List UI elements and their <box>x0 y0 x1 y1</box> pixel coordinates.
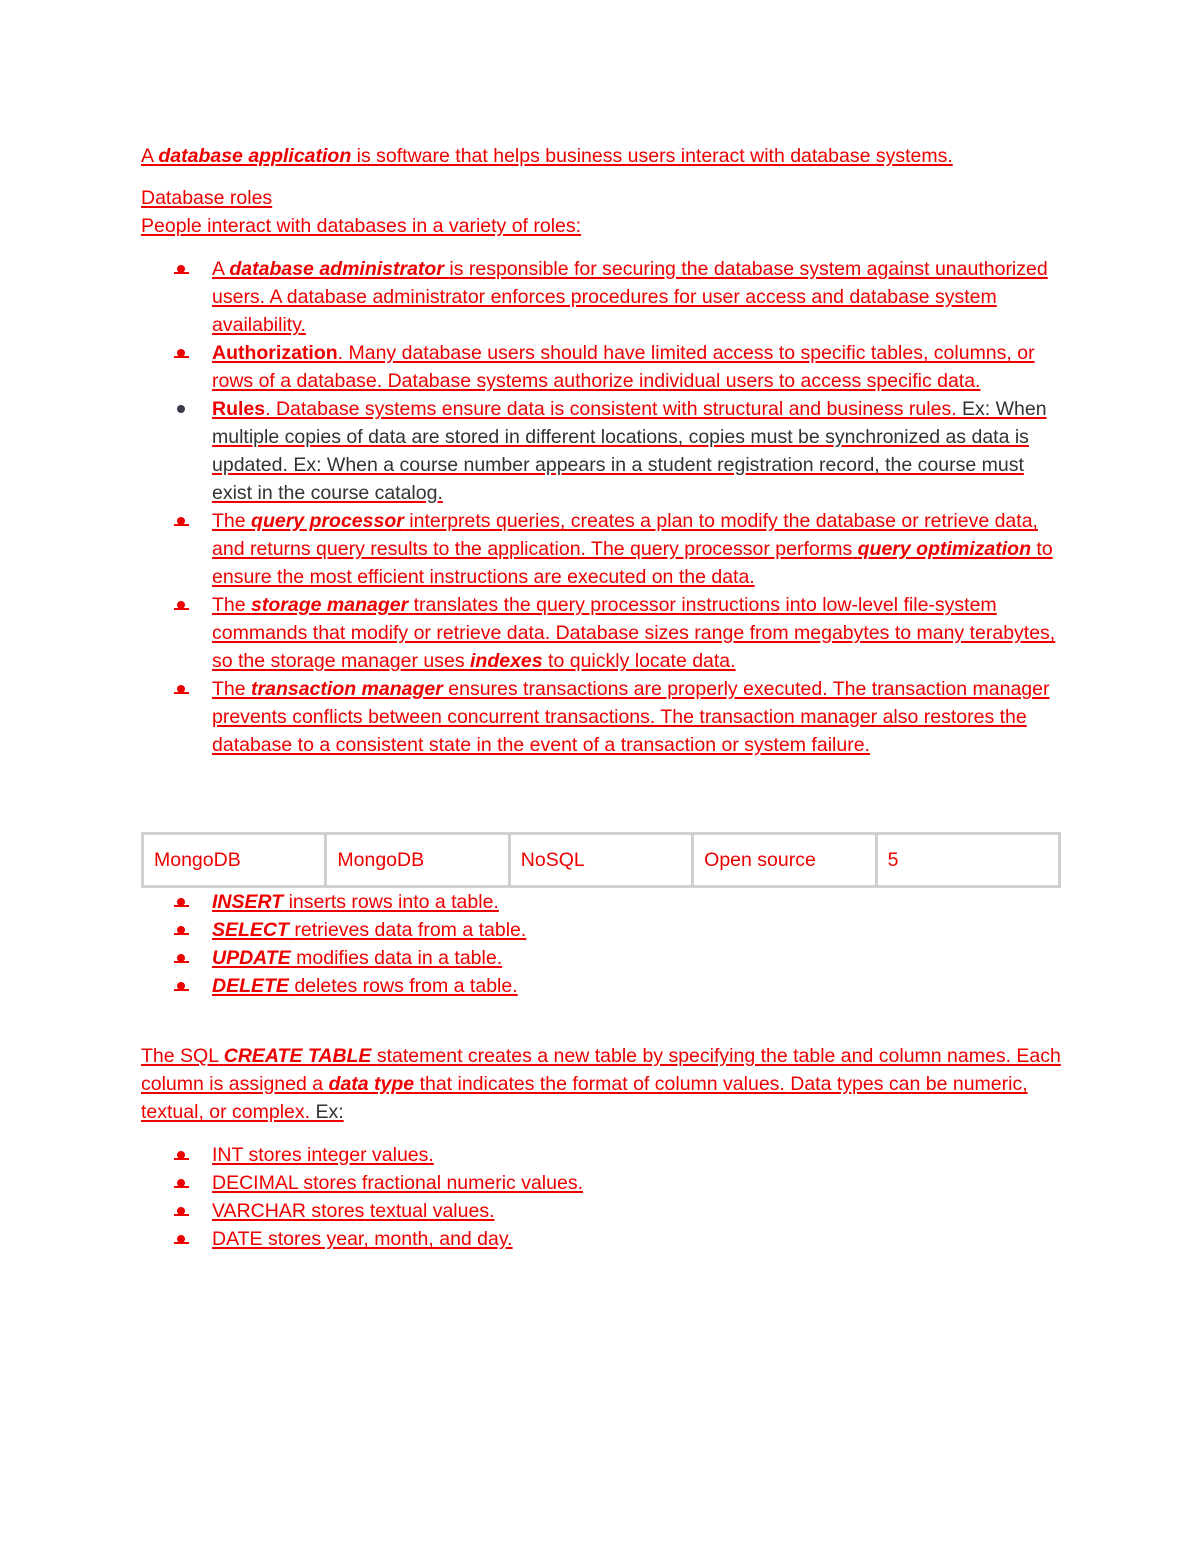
bullet-icon <box>177 405 185 413</box>
bullet-icon <box>177 1235 185 1243</box>
database-table <box>141 832 1061 888</box>
term-data-type: data type <box>328 1073 415 1095</box>
roles-subheading: People interact with databases in a variety of roles: <box>141 215 582 237</box>
intro-paragraph <box>141 142 1061 170</box>
list-item: The storage manager translates the query processor instructions into low-level file-system commands that modify or retrieve data. Database sizes range from megabytes to many terabytes, so the storage manager uses indexes to quickly locate data. <box>212 591 1062 675</box>
list-item: DELETE deletes rows from a table. <box>212 972 1062 1000</box>
list-item: DATE stores year, month, and day. <box>212 1225 1062 1253</box>
table-cell: 5 <box>876 834 1059 887</box>
table-cell: MongoDB <box>326 834 509 887</box>
list-item: Rules. Database systems ensure data is consistent with structural and business rules. Ex: When multiple copies of data are stored in different locations, copies must be synchronized as data is updated. Ex: When a course number appears in a student registration record, the course must exist in the course catalog. <box>212 395 1062 507</box>
table-cell: Open source <box>693 834 876 887</box>
list-item: SELECT retrieves data from a table. <box>212 916 1062 944</box>
term-indexes: indexes <box>470 650 543 672</box>
roles-heading-block <box>141 184 1061 240</box>
list-item: DECIMAL stores fractional numeric values. <box>212 1169 1062 1197</box>
term-database-application: database application <box>158 145 352 167</box>
term-update: UPDATE <box>212 947 291 969</box>
term-storage-manager: storage manager <box>251 594 409 616</box>
list-item: The transaction manager ensures transactions are properly executed. The transaction manager prevents conflicts between concurrent transactions. The transaction manager also restores the database to a consistent state in the event of a transaction or system failure. <box>212 675 1062 759</box>
example-label: Ex: <box>315 1101 344 1123</box>
term-database-administrator: database administrator <box>229 258 444 280</box>
term-select: SELECT <box>212 919 289 941</box>
rules-example: Ex: When multiple copies of data are stored in different locations, copies must be synchronized as data is updated. Ex: When a course number appears in a student registration record, the course must exist in the course catalog. <box>212 398 1047 504</box>
intro-article: A <box>141 145 153 167</box>
list-item: The query processor interprets queries, creates a plan to modify the database or retrieve data, and returns query results to the application. The query processor performs query optimization to ensure the most efficient instructions are executed on the data. <box>212 507 1062 591</box>
bullet-icon <box>177 982 185 990</box>
term-delete: DELETE <box>212 975 289 997</box>
term-rules: Rules <box>212 398 266 420</box>
bullet-icon <box>177 898 185 906</box>
bullet-icon <box>177 1207 185 1215</box>
roles-list <box>212 255 1062 759</box>
bullet-icon <box>177 1151 185 1159</box>
list-item: INT stores integer values. <box>212 1141 1062 1169</box>
create-table-paragraph: The SQL CREATE TABLE statement creates a new table by specifying the table and column names. Each column is assigned a data type that indicates the format of column values. Data types can be numeric, textual, or complex. Ex: <box>141 1045 1061 1123</box>
table-row <box>143 834 1060 887</box>
list-item: INSERT inserts rows into a table. <box>212 888 1062 916</box>
bullet-icon <box>177 954 185 962</box>
list-item: A database administrator is responsible for securing the database system against unauthorized users. A database administrator enforces procedures for user access and database system availability. <box>212 255 1062 339</box>
bullet-icon <box>177 349 185 357</box>
term-create-table: CREATE TABLE <box>223 1045 372 1067</box>
term-query-optimization: query optimization <box>857 538 1031 560</box>
table-cell: NoSQL <box>509 834 692 887</box>
table-cell: MongoDB <box>143 834 326 887</box>
bullet-icon <box>177 601 185 609</box>
list-item: Authorization. Many database users should have limited access to specific tables, columns, or rows of a database. Database systems authorize individual users to access specific data. <box>212 339 1062 395</box>
bullet-icon <box>177 265 185 273</box>
term-transaction-manager: transaction manager <box>251 678 443 700</box>
bullet-icon <box>177 926 185 934</box>
sql-commands-list <box>212 888 1062 1000</box>
intro-text: is software that helps business users interact with database systems. <box>356 145 953 167</box>
data-types-list <box>212 1141 1062 1253</box>
term-query-processor: query processor <box>251 510 404 532</box>
term-authorization: Authorization <box>212 342 338 364</box>
list-item: VARCHAR stores textual values. <box>212 1197 1062 1225</box>
bullet-icon <box>177 517 185 525</box>
term-insert: INSERT <box>212 891 284 913</box>
bullet-icon <box>177 1179 185 1187</box>
bullet-icon <box>177 685 185 693</box>
list-item: UPDATE modifies data in a table. <box>212 944 1062 972</box>
roles-heading: Database roles <box>141 187 273 209</box>
